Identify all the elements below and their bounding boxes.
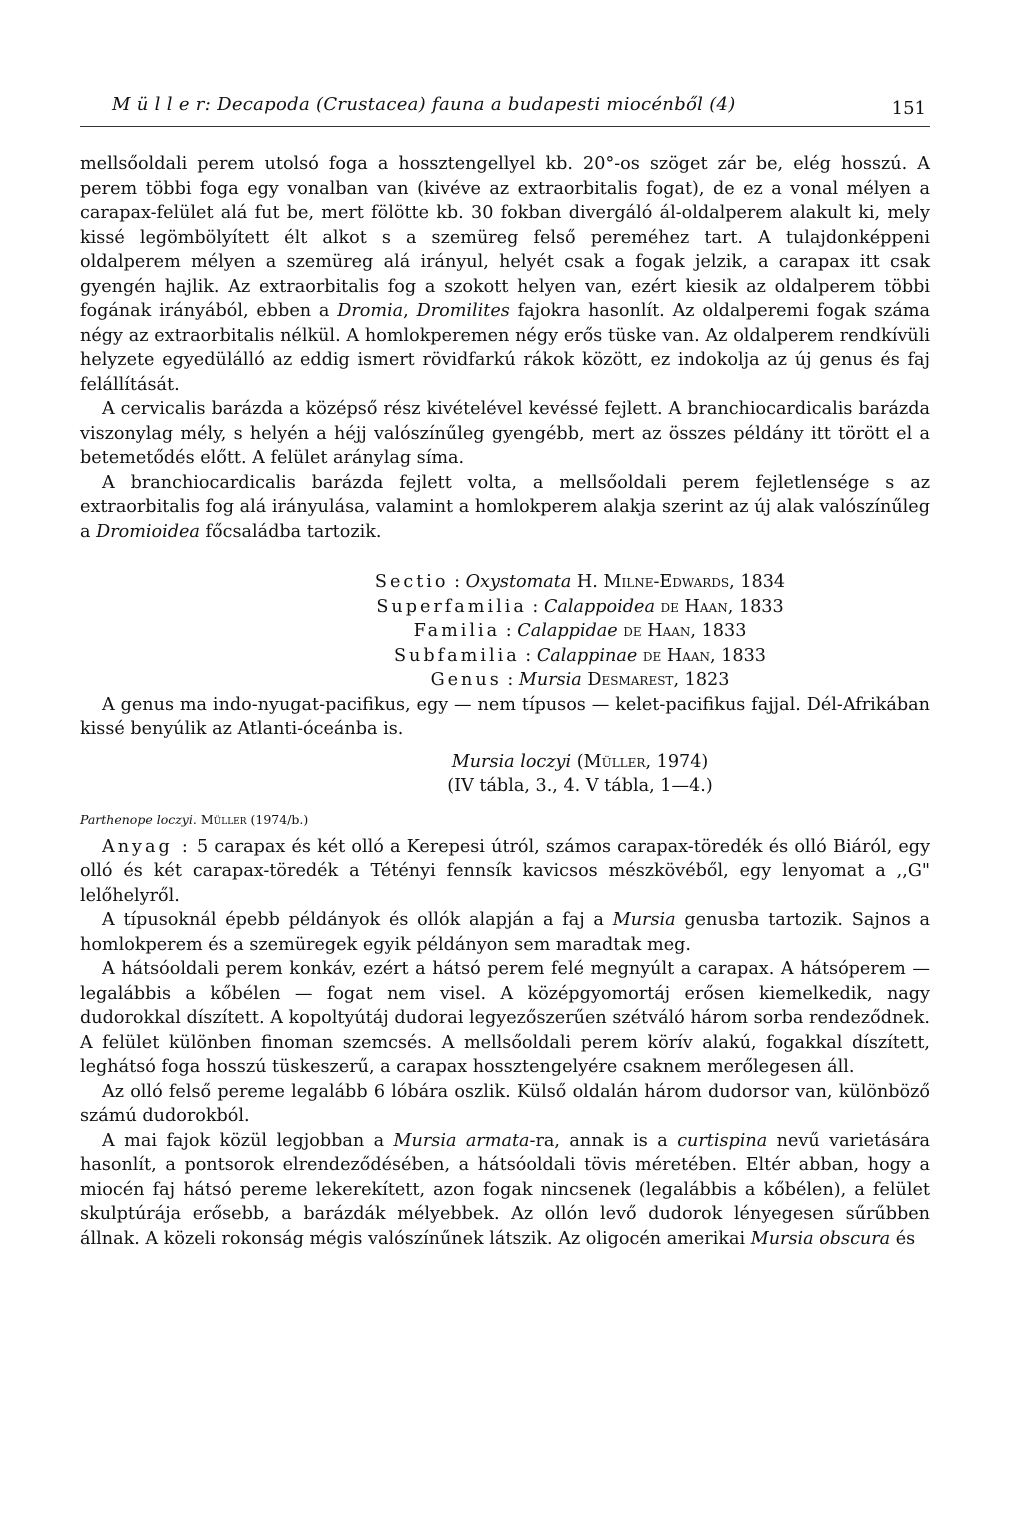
page-number: 151 [891,98,926,119]
synonym-row [80,799,930,835]
species-heading [230,750,930,799]
species-plates: (IV tábla, 3., 4. V tábla, 1—4.) [447,776,713,796]
running-header [80,94,930,127]
species-name: Mursia loczyi (Müller, 1974) [451,751,709,772]
paragraph-2: A cervicalis barázda a középső rész kivételével kevéssé fejlett. A branchiocardicalis barázda viszonylag mély, s helyén a héjj valószínűleg gyengébb, mert az összes példány itt törött el a betemetődés előtt. A felület aránylag síma. [80,399,930,468]
taxon-familia: Familia : Calappidae de Haan, 1833 [413,621,747,641]
synonym: Parthenope loczyi. Müller (1974/b.) [80,811,309,827]
taxon-subfamilia: Subfamilia : Calappinae de Haan, 1833 [394,645,766,666]
paragraph-8: Az olló felső pereme legalább 6 lóbára oszlik. Külső oldalán három dudorsor van, különböző számú dudorokból. [80,1081,930,1126]
paragraph-9: A mai fajok közül legjobban a Mursia armata-ra, annak is a curtispina nevű varietására hasonlít, a pontsorok elrendeződésében, a hátsóoldali tövis méretében. Eltér abban, hogy a miocén faj hátsó pereme lekerekített, azon fogak nincsenek (legalábbis a kőbélen), a felület skulptúrája erősebb, a barázdák mélyebbek. Az ollón levő dudorok lényegesen sűrűbben állnak. A közeli rokonság mégis valószínűnek látszik. Az oligocén amerikai Mursia obscura és [80,1130,930,1249]
taxon-superfamilia: Superfamilia : Calappoidea de Haan, 1833 [376,596,784,617]
paragraph-material: Anyag : 5 carapax és két olló a Kerepesi útról, számos carapax-töredék és olló Biáról, egy olló és két carapax-töredék a Tétényi fennsík kavicsos mészkövéből, egy lenyomat a ,,G" lelőhelyről. [80,836,931,906]
paragraph-4: A genus ma indo-nyugat-pacifikus, egy — nem típusos — kelet-pacifikus fajjal. Dél-Afrikában kissé benyúlik az Atlanti-óceánba is. [80,694,930,739]
taxon-sectio: Sectio : Oxystomata H. Milne-Edwards, 1834 [374,572,786,592]
body-text [80,152,930,1251]
paragraph-7: A hátsóoldali perem konkáv, ezért a hátsó perem felé megnyúlt a carapax. A hátsóperem — legalábbis a kőbélen — fogat nem visel. A középgyomortáj erősen kiemelkedik, nagy dudorokkal díszített. A kopoltyútáj dudorai legyezőszerűen szétváló három sorba rendeződnek. A felület különben finoman szemcsés. A mellsőoldali perem körív alakú, fogakkal díszített, leghátsó foga hosszú tüskeszerű, a carapax hossztengelyére csaknem merőlegesen áll. [80,959,930,1077]
paragraph-3: A branchiocardicalis barázda fejlett volta, a mellsőoldali perem fejletlensége s az extraorbitalis fog alá irányulása, valamint a homlokperem alakja szerint az új alak valószínűleg a Dromioidea főcsaládba tartozik. [80,472,930,542]
paragraph-1: mellsőoldali perem utolsó foga a hossztengellyel kb. 20°-os szöget zár be, elég hosszú. A perem többi foga egy vonalban van (kivéve az extraorbitalis fogat), de ez a vonal mélyen a carapax-felület alá fut be, mert fölötte kb. 30 fokban divergáló ál-oldalperem alakult ki, mely kissé legömbölyített élt alkot s a szemüreg felső pereméhez tart. A tulajdonképpeni oldalperem mélyen a szemüreg alá irányul, helyét csak a fogak jelzik, a carapax itt csak gyengén hajlik. Az extraorbitalis fog a szokott helyen van, ezért kiesik az oldalperem többi fogának irányából, ebben a Dromia, Dromilites fajokra hasonlít. Az oldalperemi fogak száma négy az extraorbitalis nélkül. A homlokperemen négy erős tüske van. Az oldalperem rendkívüli helyzete egyedülálló az eddig ismert rövidfarkú rákok között, ez indokolja az új genus és faj felállítását. [80,154,930,395]
taxon-genus: Genus : Mursia Desmarest, 1823 [430,670,730,690]
paragraph-6: A típusoknál épebb példányok és ollók alapján a faj a Mursia genusba tartozik. Sajnos a homlokperem és a szemüregek egyik példányon sem maradtak meg. [80,910,930,955]
header-title: M ü l l e r: Decapoda (Crustacea) fauna a budapesti miocénből (4) [112,94,736,115]
